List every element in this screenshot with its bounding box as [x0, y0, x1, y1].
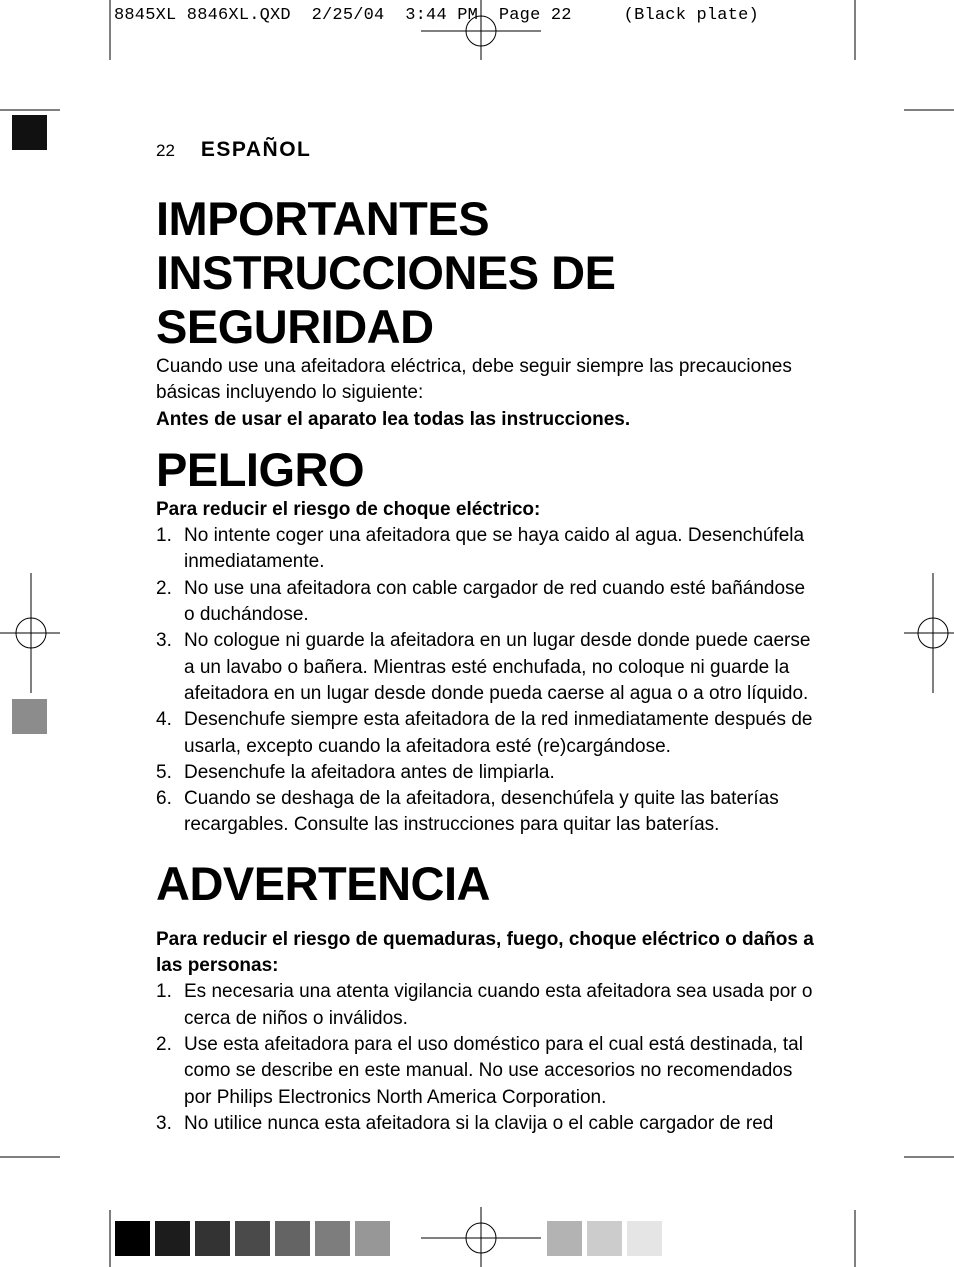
danger-list-item	[156, 523, 816, 576]
color-swatch	[627, 1221, 662, 1256]
danger-list-item-text: No cologue ni guarde la afeitadora en un lugar desde donde puede caerse a un lavabo o bañera. Mientras esté enchufada, no coloque ni guarde la afeitadora en un lugar desde donde pueda caerse al agua o a otro líquido.	[184, 630, 811, 704]
danger-list-item-text: Desenchufe siempre esta afeitadora de la red inmediatamente después de usarla, excepto cuando la afeitadora esté (re)cargándose.	[184, 709, 813, 757]
color-swatch	[315, 1221, 350, 1256]
danger-list-item-number: 3.	[156, 630, 172, 652]
danger-list-item-text: No use una afeitadora con cable cargador de red cuando esté bañándose o duchándose.	[184, 577, 806, 626]
page-header	[156, 138, 816, 168]
warning-list-item	[156, 1032, 816, 1111]
danger-heading: PELIGRO	[156, 442, 365, 496]
color-swatch	[115, 1221, 150, 1256]
danger-list-item-text: No intente coger una afeitadora que se haya caido al agua. Desenchúfela inmediatamente.	[184, 525, 805, 573]
warning-lead: Para reducir el riesgo de quemaduras, fuego, choque eléctrico o daños a las personas:	[156, 928, 814, 977]
gray-corner-square	[12, 699, 47, 734]
color-swatch	[547, 1221, 582, 1256]
warning-list-item-text: Use esta afeitadora para el uso doméstico para el cual está destinada, tal como se describe en este manual. No use accesorios no recomendados por Philips Electronics North America Corporation.	[184, 1033, 803, 1108]
danger-list-item	[156, 576, 816, 629]
warning-list-item-number: 2.	[156, 1033, 172, 1055]
danger-list	[156, 523, 816, 839]
danger-list-item	[156, 707, 816, 760]
black-corner-square	[12, 115, 47, 150]
color-swatch	[587, 1221, 622, 1256]
warning-list-item	[156, 979, 816, 1032]
danger-list-item-number: 1.	[156, 525, 172, 547]
page-content	[156, 138, 816, 1137]
color-swatch	[355, 1221, 390, 1256]
intro-bold-text: Antes de usar el aparato lea todas las instrucciones.	[156, 408, 631, 430]
danger-list-item-text: Desenchufe la afeitadora antes de limpiarla.	[184, 761, 555, 783]
danger-list-item	[156, 760, 816, 786]
warning-list-item	[156, 1111, 816, 1137]
warning-list-item-number: 1.	[156, 981, 172, 1003]
danger-list-item-number: 5.	[156, 761, 172, 783]
color-swatch	[275, 1221, 310, 1256]
warning-list-item-text: Es necesaria una atenta vigilancia cuando esta afeitadora sea usada por o cerca de niños o inválidos.	[184, 981, 813, 1029]
danger-list-item-number: 6.	[156, 788, 172, 810]
warning-list-item-number: 3.	[156, 1112, 172, 1134]
page-number: 22	[156, 141, 175, 160]
warning-heading: ADVERTENCIA	[156, 856, 490, 910]
danger-lead: Para reducir el riesgo de choque eléctrico:	[156, 498, 541, 520]
danger-list-item	[156, 786, 816, 839]
page-title: IMPORTANTES INSTRUCCIONES DE SEGURIDAD	[156, 192, 616, 353]
danger-list-item-number: 4.	[156, 709, 172, 731]
color-swatch	[155, 1221, 190, 1256]
language-label: ESPAÑOL	[200, 138, 312, 161]
printer-slug: 8845XL 8846XL.QXD 2/25/04 3:44 PM Page 22 (Black plate)	[114, 6, 759, 25]
color-swatch	[235, 1221, 270, 1256]
warning-list-item-text: No utilice nunca esta afeitadora si la clavija o el cable cargador de red	[184, 1112, 774, 1134]
color-swatch	[195, 1221, 230, 1256]
warning-list	[156, 979, 816, 1137]
danger-list-item-text: Cuando se deshaga de la afeitadora, desenchúfela y quite las baterías recargables. Consulte las instrucciones para quitar las baterías.	[184, 788, 779, 836]
danger-list-item	[156, 628, 816, 707]
intro-text: Cuando use una afeitadora eléctrica, debe seguir siempre las precauciones básicas incluyendo lo siguiente:	[156, 356, 792, 404]
danger-list-item-number: 2.	[156, 577, 172, 599]
